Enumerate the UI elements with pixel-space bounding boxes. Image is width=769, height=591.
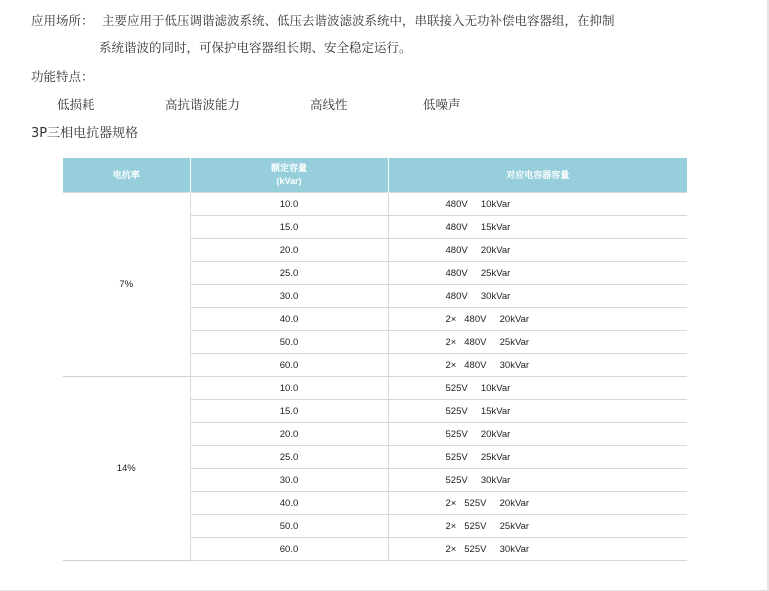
header-rated-capacity-line2: (kVar) [276,176,302,186]
reactance-rate-cell: 7% [63,193,190,377]
table-row [63,377,687,400]
rated-capacity-cell: 40.0 [190,308,388,331]
rated-capacity-cell: 25.0 [190,262,388,285]
header-reactance-rate: 电抗率 [63,158,190,193]
capacitor-capacity-cell: 525V 10kVar [388,377,687,400]
rated-capacity-cell: 30.0 [190,285,388,308]
table-row [63,193,687,216]
rated-capacity-cell: 40.0 [190,492,388,515]
capacitor-capacity-cell: 525V 25kVar [388,446,687,469]
feature-item: 低损耗 [57,97,95,112]
capacitor-capacity-cell: 2× 525V 30kVar [388,538,687,561]
capacitor-capacity-cell: 480V 20kVar [388,239,687,262]
header-rated-capacity-line1: 额定容量 [270,163,307,173]
feature-item: 低噪声 [423,97,461,112]
capacitor-capacity-cell: 525V 15kVar [388,400,687,423]
rated-capacity-cell: 50.0 [190,331,388,354]
capacitor-capacity-cell: 480V 25kVar [388,262,687,285]
capacitor-capacity-cell: 480V 30kVar [388,285,687,308]
feature-item: 高线性 [310,97,348,112]
rated-capacity-cell: 25.0 [190,446,388,469]
spec-table-title: 3P三相电抗器规格 [31,126,139,141]
feature-item: 高抗谐波能力 [165,97,241,112]
rated-capacity-cell: 15.0 [190,400,388,423]
application-text-line1: 主要应用于低压调谐滤波系统、低压去谐波滤波系统中，串联接入无功补偿电容器组，在抑制 [102,13,615,28]
rated-capacity-cell: 20.0 [190,239,388,262]
reactance-rate-cell: 14% [63,377,190,561]
capacitor-capacity-cell: 2× 480V 20kVar [388,308,687,331]
rated-capacity-cell: 60.0 [190,354,388,377]
header-capacitor-capacity: 对应电容器容量 [388,158,687,193]
rated-capacity-cell: 20.0 [190,423,388,446]
application-label: 应用场所： [31,13,94,28]
spec-table [63,158,687,561]
capacitor-capacity-cell: 2× 480V 25kVar [388,331,687,354]
capacitor-capacity-cell: 525V 20kVar [388,423,687,446]
rated-capacity-cell: 50.0 [190,515,388,538]
capacitor-capacity-cell: 480V 15kVar [388,216,687,239]
capacitor-capacity-cell: 480V 10kVar [388,193,687,216]
rated-capacity-cell: 10.0 [190,193,388,216]
header-rated-capacity [190,158,388,193]
application-text-line2: 系统谐波的同时，可保护电容器组长期、安全稳定运行。 [99,40,412,55]
rated-capacity-cell: 30.0 [190,469,388,492]
capacitor-capacity-cell: 525V 30kVar [388,469,687,492]
capacitor-capacity-cell: 2× 525V 25kVar [388,515,687,538]
rated-capacity-cell: 10.0 [190,377,388,400]
capacitor-capacity-cell: 2× 525V 20kVar [388,492,687,515]
rated-capacity-cell: 60.0 [190,538,388,561]
features-label: 功能特点： [31,69,94,84]
rated-capacity-cell: 15.0 [190,216,388,239]
table-header-row [63,158,687,193]
capacitor-capacity-cell: 2× 480V 30kVar [388,354,687,377]
